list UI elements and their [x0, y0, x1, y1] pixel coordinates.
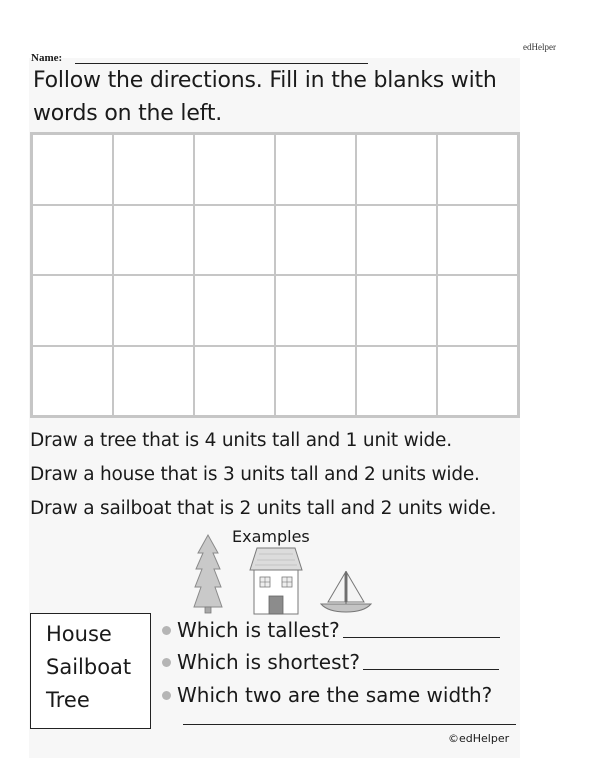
grid-cell[interactable] [113, 346, 194, 417]
examples-label: Examples [232, 527, 310, 546]
bullet-icon [162, 658, 171, 667]
question-tallest-text: Which is tallest? [177, 618, 340, 642]
grid-cell[interactable] [356, 134, 437, 205]
grid-cell[interactable] [275, 134, 356, 205]
house-icon [249, 546, 303, 616]
grid-cell[interactable] [356, 275, 437, 346]
grid-cell[interactable] [32, 275, 113, 346]
grid-cell[interactable] [437, 275, 518, 346]
grid-cell[interactable] [194, 134, 275, 205]
answer-blank-tallest[interactable] [343, 636, 500, 638]
grid-cell[interactable] [356, 346, 437, 417]
grid-cell[interactable] [275, 205, 356, 276]
question-shortest-text: Which is shortest? [177, 650, 360, 674]
grid-cell[interactable] [32, 134, 113, 205]
grid-cell[interactable] [194, 275, 275, 346]
word-tree: Tree [46, 688, 90, 712]
question-shortest [162, 650, 499, 674]
question-same-width-text: Which two are the same width? [177, 683, 493, 707]
direction-tree: Draw a tree that is 4 units tall and 1 unit wide. [30, 430, 452, 451]
question-tallest [162, 618, 500, 642]
name-label: Name: [31, 52, 63, 64]
word-bank [30, 613, 151, 729]
grid-cell[interactable] [437, 346, 518, 417]
grid-cell[interactable] [437, 134, 518, 205]
copyright: ©edHelper [448, 732, 510, 745]
drawing-grid[interactable] [30, 132, 520, 418]
answer-blank-same-width[interactable] [183, 724, 516, 725]
grid-cell[interactable] [32, 205, 113, 276]
tree-icon [192, 533, 224, 615]
direction-house: Draw a house that is 3 units tall and 2 units wide. [30, 464, 480, 485]
word-house: House [46, 622, 112, 646]
grid-cell[interactable] [194, 205, 275, 276]
grid-cell[interactable] [113, 275, 194, 346]
question-same-width [162, 683, 492, 707]
grid-cell[interactable] [113, 205, 194, 276]
grid-cell[interactable] [113, 134, 194, 205]
grid-cell[interactable] [194, 346, 275, 417]
grid-cell[interactable] [275, 275, 356, 346]
grid-cell[interactable] [275, 346, 356, 417]
sailboat-icon [318, 568, 374, 614]
word-sailboat: Sailboat [46, 655, 132, 679]
answer-blank-shortest[interactable] [363, 668, 499, 670]
bullet-icon [162, 691, 171, 700]
direction-sailboat: Draw a sailboat that is 2 units tall and 2 units wide. [30, 498, 497, 519]
instructions-title: Follow the directions. Fill in the blanks with words on the left. [33, 68, 497, 126]
grid-cell[interactable] [356, 205, 437, 276]
grid-cell[interactable] [437, 205, 518, 276]
brand-top: edHelper [523, 42, 556, 52]
bullet-icon [162, 626, 171, 635]
grid-cell[interactable] [32, 346, 113, 417]
